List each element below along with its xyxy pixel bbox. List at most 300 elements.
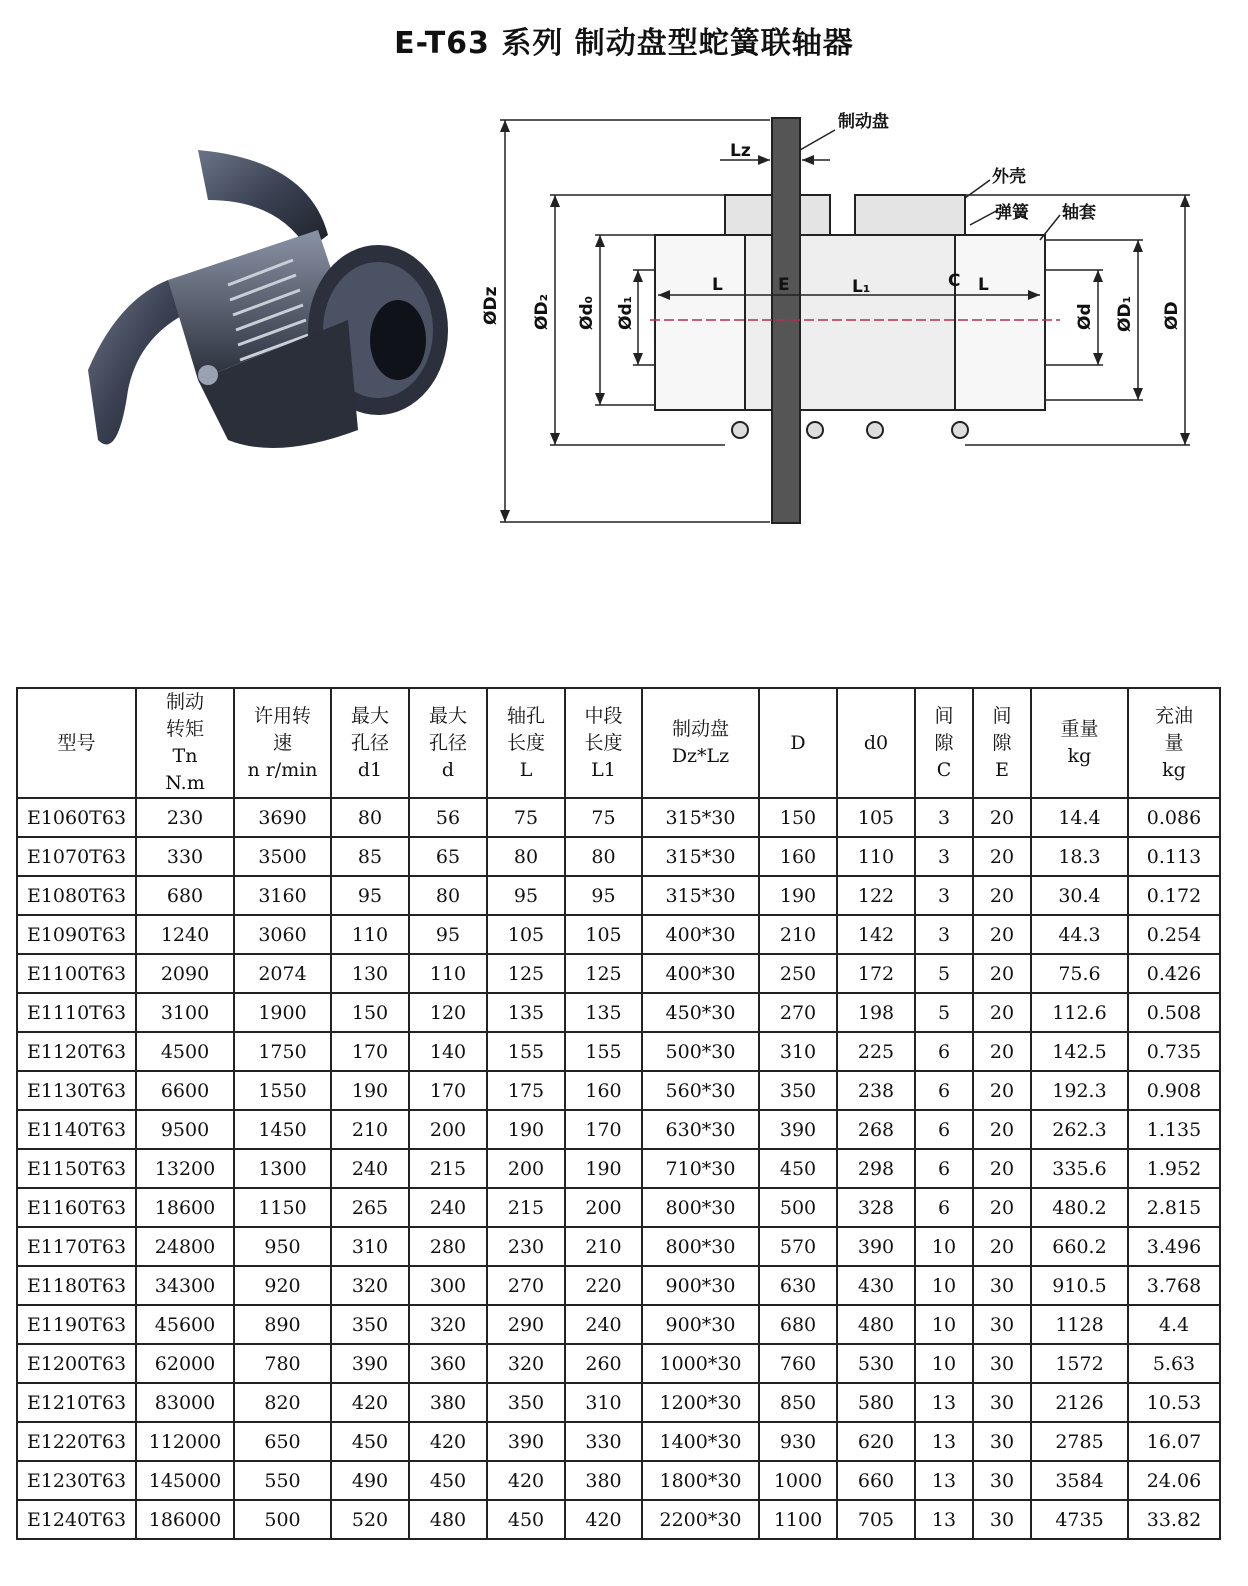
value-cell: 300 bbox=[409, 1266, 487, 1305]
column-header-line: d1 bbox=[357, 758, 383, 781]
value-cell: 390 bbox=[331, 1344, 409, 1383]
value-cell: 1450 bbox=[234, 1110, 331, 1149]
value-cell: 480.2 bbox=[1031, 1188, 1128, 1227]
value-cell: 13 bbox=[915, 1383, 973, 1422]
value-cell: 890 bbox=[234, 1305, 331, 1344]
value-cell: 105 bbox=[837, 798, 915, 837]
column-header-line: E bbox=[995, 758, 1009, 781]
value-cell: 13 bbox=[915, 1500, 973, 1539]
value-cell: 1400*30 bbox=[642, 1422, 759, 1461]
value-cell: 30.4 bbox=[1031, 876, 1128, 915]
value-cell: 320 bbox=[409, 1305, 487, 1344]
value-cell: 350 bbox=[487, 1383, 565, 1422]
value-cell: 335.6 bbox=[1031, 1149, 1128, 1188]
value-cell: 30 bbox=[973, 1461, 1031, 1500]
value-cell: 120 bbox=[409, 993, 487, 1032]
value-cell: 24.06 bbox=[1128, 1461, 1220, 1500]
value-cell: 420 bbox=[487, 1461, 565, 1500]
value-cell: 0.254 bbox=[1128, 915, 1220, 954]
value-cell: 320 bbox=[487, 1344, 565, 1383]
column-header bbox=[565, 688, 642, 798]
value-cell: 20 bbox=[973, 1188, 1031, 1227]
value-cell: 83000 bbox=[136, 1383, 234, 1422]
value-cell: 450 bbox=[487, 1500, 565, 1539]
column-header-line: 中段 bbox=[584, 704, 623, 727]
table-row bbox=[17, 1110, 1220, 1149]
label-shell: 外壳 bbox=[992, 167, 1026, 187]
value-cell: 680 bbox=[759, 1305, 837, 1344]
value-cell: 10.53 bbox=[1128, 1383, 1220, 1422]
column-header bbox=[136, 688, 234, 798]
value-cell: 190 bbox=[331, 1071, 409, 1110]
value-cell: 200 bbox=[565, 1188, 642, 1227]
value-cell: 9500 bbox=[136, 1110, 234, 1149]
value-cell: 450 bbox=[759, 1149, 837, 1188]
value-cell: 170 bbox=[331, 1032, 409, 1071]
value-cell: 20 bbox=[973, 798, 1031, 837]
value-cell: 10 bbox=[915, 1266, 973, 1305]
value-cell: 490 bbox=[331, 1461, 409, 1500]
label-d: Ød bbox=[1075, 303, 1095, 330]
spec-table bbox=[16, 687, 1221, 1540]
model-cell: E1120T63 bbox=[17, 1032, 136, 1071]
value-cell: 820 bbox=[234, 1383, 331, 1422]
value-cell: 315*30 bbox=[642, 876, 759, 915]
value-cell: 20 bbox=[973, 954, 1031, 993]
column-header-line: 重量 bbox=[1060, 718, 1099, 740]
value-cell: 16.07 bbox=[1128, 1422, 1220, 1461]
dimension-diagram bbox=[470, 100, 1220, 540]
value-cell: 33.82 bbox=[1128, 1500, 1220, 1539]
model-cell: E1240T63 bbox=[17, 1500, 136, 1539]
value-cell: 4.4 bbox=[1128, 1305, 1220, 1344]
value-cell: 0.086 bbox=[1128, 798, 1220, 837]
value-cell: 0.908 bbox=[1128, 1071, 1220, 1110]
column-header-line: L bbox=[519, 758, 533, 781]
value-cell: 660.2 bbox=[1031, 1227, 1128, 1266]
value-cell: 80 bbox=[331, 798, 409, 837]
value-cell: 270 bbox=[487, 1266, 565, 1305]
value-cell: 75 bbox=[565, 798, 642, 837]
value-cell: 2074 bbox=[234, 954, 331, 993]
value-cell: 0.172 bbox=[1128, 876, 1220, 915]
table-row bbox=[17, 1344, 1220, 1383]
label-spring: 弹簧 bbox=[995, 203, 1029, 223]
value-cell: 3500 bbox=[234, 837, 331, 876]
column-header bbox=[1128, 688, 1220, 798]
value-cell: 328 bbox=[837, 1188, 915, 1227]
value-cell: 2090 bbox=[136, 954, 234, 993]
value-cell: 380 bbox=[409, 1383, 487, 1422]
value-cell: 225 bbox=[837, 1032, 915, 1071]
value-cell: 330 bbox=[136, 837, 234, 876]
value-cell: 550 bbox=[234, 1461, 331, 1500]
value-cell: 480 bbox=[409, 1500, 487, 1539]
model-cell: E1060T63 bbox=[17, 798, 136, 837]
value-cell: 190 bbox=[759, 876, 837, 915]
value-cell: 10 bbox=[915, 1344, 973, 1383]
model-cell: E1070T63 bbox=[17, 837, 136, 876]
value-cell: 175 bbox=[487, 1071, 565, 1110]
value-cell: 210 bbox=[331, 1110, 409, 1149]
table-row bbox=[17, 1461, 1220, 1500]
value-cell: 450 bbox=[409, 1461, 487, 1500]
value-cell: 360 bbox=[409, 1344, 487, 1383]
label-e: E bbox=[778, 275, 790, 295]
value-cell: 135 bbox=[565, 993, 642, 1032]
value-cell: 265 bbox=[331, 1188, 409, 1227]
value-cell: 1000 bbox=[759, 1461, 837, 1500]
column-header-line: d bbox=[441, 758, 455, 781]
column-header-line: L1 bbox=[591, 758, 616, 781]
value-cell: 6 bbox=[915, 1149, 973, 1188]
model-cell: E1210T63 bbox=[17, 1383, 136, 1422]
value-cell: 570 bbox=[759, 1227, 837, 1266]
column-header bbox=[915, 688, 973, 798]
table-row bbox=[17, 837, 1220, 876]
value-cell: 20 bbox=[973, 837, 1031, 876]
value-cell: 705 bbox=[837, 1500, 915, 1539]
value-cell: 160 bbox=[759, 837, 837, 876]
table-header-row bbox=[17, 688, 1220, 798]
value-cell: 200 bbox=[409, 1110, 487, 1149]
value-cell: 330 bbox=[565, 1422, 642, 1461]
table-row bbox=[17, 915, 1220, 954]
value-cell: 3060 bbox=[234, 915, 331, 954]
value-cell: 80 bbox=[409, 876, 487, 915]
model-cell: E1170T63 bbox=[17, 1227, 136, 1266]
value-cell: 3.496 bbox=[1128, 1227, 1220, 1266]
value-cell: 2126 bbox=[1031, 1383, 1128, 1422]
column-header-line: C bbox=[936, 758, 952, 781]
value-cell: 850 bbox=[759, 1383, 837, 1422]
value-cell: 20 bbox=[973, 1110, 1031, 1149]
value-cell: 1.135 bbox=[1128, 1110, 1220, 1149]
value-cell: 250 bbox=[759, 954, 837, 993]
value-cell: 5 bbox=[915, 993, 973, 1032]
column-header bbox=[1031, 688, 1128, 798]
column-header-line: 最大 bbox=[428, 704, 467, 727]
value-cell: 800*30 bbox=[642, 1188, 759, 1227]
value-cell: 1240 bbox=[136, 915, 234, 954]
value-cell: 80 bbox=[565, 837, 642, 876]
value-cell: 530 bbox=[837, 1344, 915, 1383]
value-cell: 420 bbox=[565, 1500, 642, 1539]
value-cell: 3584 bbox=[1031, 1461, 1128, 1500]
value-cell: 10 bbox=[915, 1227, 973, 1266]
value-cell: 310 bbox=[331, 1227, 409, 1266]
value-cell: 210 bbox=[565, 1227, 642, 1266]
table-row bbox=[17, 1422, 1220, 1461]
value-cell: 44.3 bbox=[1031, 915, 1128, 954]
column-header-line: 制动 bbox=[165, 691, 204, 713]
value-cell: 110 bbox=[409, 954, 487, 993]
table-row bbox=[17, 1149, 1220, 1188]
column-header-line: 充油 bbox=[1154, 704, 1193, 727]
value-cell: 3.768 bbox=[1128, 1266, 1220, 1305]
page-title: E-T63 系列 制动盘型蛇簧联轴器 bbox=[394, 26, 854, 61]
value-cell: 240 bbox=[565, 1305, 642, 1344]
value-cell: 2.815 bbox=[1128, 1188, 1220, 1227]
value-cell: 75.6 bbox=[1031, 954, 1128, 993]
value-cell: 315*30 bbox=[642, 798, 759, 837]
model-cell: E1220T63 bbox=[17, 1422, 136, 1461]
value-cell: 520 bbox=[331, 1500, 409, 1539]
value-cell: 1900 bbox=[234, 993, 331, 1032]
value-cell: 315*30 bbox=[642, 837, 759, 876]
value-cell: 110 bbox=[331, 915, 409, 954]
value-cell: 5.63 bbox=[1128, 1344, 1220, 1383]
value-cell: 0.735 bbox=[1128, 1032, 1220, 1071]
value-cell: 240 bbox=[409, 1188, 487, 1227]
value-cell: 298 bbox=[837, 1149, 915, 1188]
value-cell: 500 bbox=[234, 1500, 331, 1539]
label-lz: Lz bbox=[730, 141, 751, 161]
label-d2: ØD₂ bbox=[532, 293, 552, 330]
value-cell: 160 bbox=[565, 1071, 642, 1110]
value-cell: 1.952 bbox=[1128, 1149, 1220, 1188]
value-cell: 430 bbox=[837, 1266, 915, 1305]
value-cell: 30 bbox=[973, 1266, 1031, 1305]
value-cell: 240 bbox=[331, 1149, 409, 1188]
value-cell: 650 bbox=[234, 1422, 331, 1461]
table-row bbox=[17, 1032, 1220, 1071]
value-cell: 190 bbox=[487, 1110, 565, 1149]
column-header-line: 长度 bbox=[584, 731, 623, 754]
value-cell: 65 bbox=[409, 837, 487, 876]
column-header-line: d0 bbox=[863, 731, 889, 754]
value-cell: 4500 bbox=[136, 1032, 234, 1071]
value-cell: 150 bbox=[331, 993, 409, 1032]
value-cell: 580 bbox=[837, 1383, 915, 1422]
column-header bbox=[409, 688, 487, 798]
table-row bbox=[17, 1071, 1220, 1110]
value-cell: 0.113 bbox=[1128, 837, 1220, 876]
column-header-line: 间 bbox=[992, 704, 1012, 727]
value-cell: 3160 bbox=[234, 876, 331, 915]
value-cell: 3690 bbox=[234, 798, 331, 837]
column-header-line: 许用转 bbox=[253, 704, 311, 727]
column-header bbox=[487, 688, 565, 798]
value-cell: 6 bbox=[915, 1032, 973, 1071]
value-cell: 75 bbox=[487, 798, 565, 837]
value-cell: 350 bbox=[331, 1305, 409, 1344]
value-cell: 13 bbox=[915, 1461, 973, 1500]
value-cell: 145000 bbox=[136, 1461, 234, 1500]
value-cell: 630 bbox=[759, 1266, 837, 1305]
value-cell: 320 bbox=[331, 1266, 409, 1305]
value-cell: 30 bbox=[973, 1344, 1031, 1383]
value-cell: 192.3 bbox=[1031, 1071, 1128, 1110]
value-cell: 13 bbox=[915, 1422, 973, 1461]
value-cell: 18.3 bbox=[1031, 837, 1128, 876]
value-cell: 112.6 bbox=[1031, 993, 1128, 1032]
value-cell: 1150 bbox=[234, 1188, 331, 1227]
column-header-line: kg bbox=[1162, 758, 1186, 781]
column-header-line: 制动盘 bbox=[671, 718, 729, 740]
value-cell: 390 bbox=[487, 1422, 565, 1461]
value-cell: 262.3 bbox=[1031, 1110, 1128, 1149]
model-cell: E1140T63 bbox=[17, 1110, 136, 1149]
value-cell: 6 bbox=[915, 1188, 973, 1227]
value-cell: 1000*30 bbox=[642, 1344, 759, 1383]
model-cell: E1190T63 bbox=[17, 1305, 136, 1344]
value-cell: 4735 bbox=[1031, 1500, 1128, 1539]
value-cell: 18600 bbox=[136, 1188, 234, 1227]
value-cell: 125 bbox=[565, 954, 642, 993]
column-header bbox=[837, 688, 915, 798]
column-header-line: 量 bbox=[1164, 731, 1184, 754]
model-cell: E1110T63 bbox=[17, 993, 136, 1032]
column-header bbox=[17, 688, 136, 798]
value-cell: 500*30 bbox=[642, 1032, 759, 1071]
column-header-line: 隙 bbox=[934, 731, 954, 754]
value-cell: 14.4 bbox=[1031, 798, 1128, 837]
value-cell: 30 bbox=[973, 1305, 1031, 1344]
value-cell: 270 bbox=[759, 993, 837, 1032]
value-cell: 400*30 bbox=[642, 915, 759, 954]
value-cell: 20 bbox=[973, 993, 1031, 1032]
column-header bbox=[234, 688, 331, 798]
value-cell: 380 bbox=[565, 1461, 642, 1500]
value-cell: 3 bbox=[915, 876, 973, 915]
model-cell: E1080T63 bbox=[17, 876, 136, 915]
value-cell: 450*30 bbox=[642, 993, 759, 1032]
value-cell: 310 bbox=[565, 1383, 642, 1422]
value-cell: 30 bbox=[973, 1383, 1031, 1422]
value-cell: 1300 bbox=[234, 1149, 331, 1188]
value-cell: 230 bbox=[136, 798, 234, 837]
value-cell: 30 bbox=[973, 1500, 1031, 1539]
value-cell: 110 bbox=[837, 837, 915, 876]
coupling-photo bbox=[78, 140, 458, 485]
value-cell: 800*30 bbox=[642, 1227, 759, 1266]
value-cell: 900*30 bbox=[642, 1266, 759, 1305]
value-cell: 20 bbox=[973, 876, 1031, 915]
value-cell: 170 bbox=[409, 1071, 487, 1110]
value-cell: 500 bbox=[759, 1188, 837, 1227]
value-cell: 105 bbox=[565, 915, 642, 954]
value-cell: 135 bbox=[487, 993, 565, 1032]
value-cell: 95 bbox=[409, 915, 487, 954]
value-cell: 122 bbox=[837, 876, 915, 915]
value-cell: 920 bbox=[234, 1266, 331, 1305]
label-d1: Ød₁ bbox=[616, 295, 636, 330]
table-row bbox=[17, 798, 1220, 837]
value-cell: 0.426 bbox=[1128, 954, 1220, 993]
value-cell: 20 bbox=[973, 1149, 1031, 1188]
value-cell: 142 bbox=[837, 915, 915, 954]
column-header-line: 间 bbox=[934, 704, 954, 727]
column-header-line: 孔径 bbox=[428, 731, 467, 754]
value-cell: 660 bbox=[837, 1461, 915, 1500]
value-cell: 172 bbox=[837, 954, 915, 993]
value-cell: 3 bbox=[915, 915, 973, 954]
value-cell: 260 bbox=[565, 1344, 642, 1383]
value-cell: 1572 bbox=[1031, 1344, 1128, 1383]
value-cell: 900*30 bbox=[642, 1305, 759, 1344]
value-cell: 200 bbox=[487, 1149, 565, 1188]
value-cell: 34300 bbox=[136, 1266, 234, 1305]
value-cell: 1750 bbox=[234, 1032, 331, 1071]
value-cell: 400*30 bbox=[642, 954, 759, 993]
value-cell: 95 bbox=[331, 876, 409, 915]
column-header-line: 速 bbox=[272, 731, 292, 754]
value-cell: 6600 bbox=[136, 1071, 234, 1110]
value-cell: 910.5 bbox=[1031, 1266, 1128, 1305]
value-cell: 105 bbox=[487, 915, 565, 954]
table-row bbox=[17, 1305, 1220, 1344]
value-cell: 480 bbox=[837, 1305, 915, 1344]
value-cell: 95 bbox=[565, 876, 642, 915]
column-header-line: 长度 bbox=[506, 731, 545, 754]
value-cell: 210 bbox=[759, 915, 837, 954]
column-header-line: N.m bbox=[165, 772, 205, 794]
label-brake-disc: 制动盘 bbox=[838, 112, 889, 132]
label-l-left: L bbox=[712, 275, 723, 295]
value-cell: 85 bbox=[331, 837, 409, 876]
model-cell: E1090T63 bbox=[17, 915, 136, 954]
label-d1-right: ØD₁ bbox=[1115, 295, 1135, 332]
column-header bbox=[331, 688, 409, 798]
value-cell: 350 bbox=[759, 1071, 837, 1110]
value-cell: 125 bbox=[487, 954, 565, 993]
model-cell: E1150T63 bbox=[17, 1149, 136, 1188]
model-cell: E1180T63 bbox=[17, 1266, 136, 1305]
label-d-outer: ØD bbox=[1162, 301, 1182, 330]
value-cell: 710*30 bbox=[642, 1149, 759, 1188]
label-dz: ØDz bbox=[481, 286, 501, 325]
table-row bbox=[17, 993, 1220, 1032]
value-cell: 3 bbox=[915, 798, 973, 837]
value-cell: 220 bbox=[565, 1266, 642, 1305]
table-row bbox=[17, 1266, 1220, 1305]
value-cell: 45600 bbox=[136, 1305, 234, 1344]
model-cell: E1130T63 bbox=[17, 1071, 136, 1110]
value-cell: 6 bbox=[915, 1110, 973, 1149]
column-header-line: kg bbox=[1067, 745, 1092, 767]
value-cell: 780 bbox=[234, 1344, 331, 1383]
table-row bbox=[17, 1500, 1220, 1539]
value-cell: 2200*30 bbox=[642, 1500, 759, 1539]
value-cell: 62000 bbox=[136, 1344, 234, 1383]
value-cell: 420 bbox=[409, 1422, 487, 1461]
value-cell: 80 bbox=[487, 837, 565, 876]
value-cell: 5 bbox=[915, 954, 973, 993]
value-cell: 390 bbox=[759, 1110, 837, 1149]
table-row bbox=[17, 1383, 1220, 1422]
value-cell: 0.508 bbox=[1128, 993, 1220, 1032]
table-row bbox=[17, 1188, 1220, 1227]
value-cell: 268 bbox=[837, 1110, 915, 1149]
value-cell: 20 bbox=[973, 915, 1031, 954]
table-row bbox=[17, 876, 1220, 915]
value-cell: 170 bbox=[565, 1110, 642, 1149]
column-header bbox=[642, 688, 759, 798]
column-header-line: Dz*Lz bbox=[671, 745, 730, 767]
column-header-line: 隙 bbox=[992, 731, 1012, 754]
column-header bbox=[759, 688, 837, 798]
value-cell: 10 bbox=[915, 1305, 973, 1344]
value-cell: 390 bbox=[837, 1227, 915, 1266]
value-cell: 155 bbox=[487, 1032, 565, 1071]
label-l1: L₁ bbox=[852, 277, 871, 297]
value-cell: 6 bbox=[915, 1071, 973, 1110]
table-row bbox=[17, 954, 1220, 993]
value-cell: 1128 bbox=[1031, 1305, 1128, 1344]
value-cell: 1200*30 bbox=[642, 1383, 759, 1422]
value-cell: 280 bbox=[409, 1227, 487, 1266]
